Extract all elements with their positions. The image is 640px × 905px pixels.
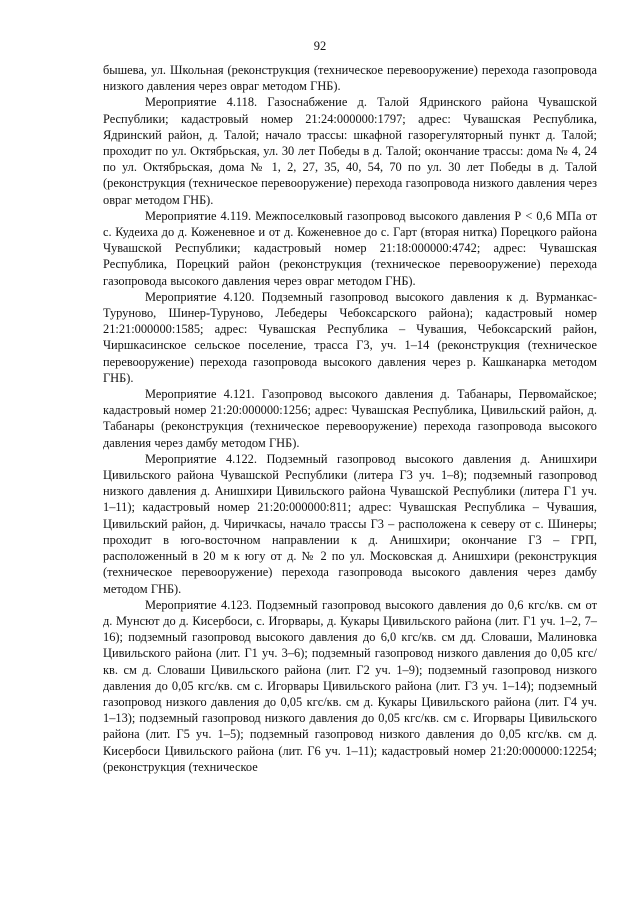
paragraph-measure-4-118: Мероприятие 4.118. Газоснабжение д. Талой Ядринского района Чувашской Республики; кадастровый номер 21:24:000000:1797; адрес: Чувашская Республика, Ядринский район, д. Талой; начало трассы: шкафной газорегуляторный пункт д. Талой; проходит по ул. Октябрьская, ул. 30 лет Победы в д. Талой; окончание трассы: дома № 4, 24 по ул. Октябрьская, дома № 1, 2, 27, 35, 40, 54, 70 по ул. 30 лет Победы в д. Талой (реконструкция (техническое перевооружение) перехода газопровода низкого давления через овраг методом ГНБ). [103,95,597,207]
document-body [103,62,597,775]
page-number: 92 [313,39,327,53]
paragraph-measure-4-123: Мероприятие 4.123. Подземный газопровод высокого давления до 0,6 кгс/кв. см от д. Мунсют до д. Кисербоси, с. Игорвары, д. Кукары Цивильского района (лит. Г1 уч. 1–2, 7–16); подземный газопровод высокого давления до 6,0 кгс/кв. см дд. Словаши, Малиновка Цивильского района (лит. Г1 уч. 3–6); подземный газопровод низкого давления до 0,05 кгс/кв. см д. Словаши Цивильского района (лит. Г2 уч. 1–9); подземный газопровод низкого давления до 0,05 кгс/кв. см с. Игорвары Цивильского района (лит. Г3 уч. 1–14); подземный газопровод низкого давления до 0,05 кгс/кв. см д. Кукары Цивильского района (лит. Г4 уч. 1–13); подземный газопровод низкого давления до 0,05 кгс/кв. см с. Игорвары Цивильского района (лит. Г5 уч. 1–5); подземный газопровод низкого давления до 0,05 кгс/кв. см д. Кисербоси Цивильского района (лит. Г6 уч. 1–11); кадастровый номер 21:20:000000:12254; (реконструкция (техническое [103,597,597,774]
paragraph-measure-4-119: Мероприятие 4.119. Межпоселковый газопровод высокого давления Р < 0,6 МПа от с. Кудеиха до д. Коженевное и от д. Коженевное до с. Гарт (вторая нитка) Порецкого района Чувашской Республики; кадастровый номер 21:18:000000:4742; адрес: Чувашская Республика, Порецкий район (реконструкция (техническое перевооружение) перехода газопровода высокого давления через овраг методом ГНБ). [103,208,597,288]
paragraph-measure-4-120: Мероприятие 4.120. Подземный газопровод высокого давления к д. Вурманкас-Туруново, Шинер-Туруново, Лебедеры Чебоксарского района); кадастровый номер 21:21:000000:1585; адрес: Чувашская Республика – Чувашия, Чебоксарский район, Чиршкасинское сельское поселение, трасса Г3, уч. 1–14 (реконструкция (техническое перевооружение) перехода газопровода высокого давления через р. Кашканарка методом ГНБ). [103,289,597,385]
paragraph-continuation: бышева, ул. Школьная (реконструкция (техническое перевооружение) перехода газопровода низкого давления через овраг методом ГНБ). [103,63,597,94]
paragraph-measure-4-122: Мероприятие 4.122. Подземный газопровод высокого давления д. Анишхири Цивильского района Чувашской Республики (литера Г3 уч. 1–8); подземный газопровод низкого давления д. Анишхири Цивильского района Чувашской Республики (литера Г1 уч. 1–11); кадастровый номер 21:20:000000:811; адрес: Чувашская Республика – Чувашия, Цивильский район, д. Чиричкасы, начало трассы Г3 – расположена к северу от с. Шинеры; проходит в юго-восточном направлении к д. Анишхири; окончание Г3 – ГРП, расположенный в 20 м к югу от д. № 2 по ул. Московская д. Анишхири (реконструкция (техническое перевооружение) перехода газопровода высокого давления через дамбу методом ГНБ). [103,451,597,596]
paragraph-measure-4-121: Мероприятие 4.121. Газопровод высокого давления д. Табанары, Первомайское; кадастровый номер 21:20:000000:1256; адрес: Чувашская Республика, Цивильский район, д. Табанары (реконструкция (техническое перевооружение) перехода газопровода высокого давления через дамбу методом ГНБ). [103,387,597,450]
